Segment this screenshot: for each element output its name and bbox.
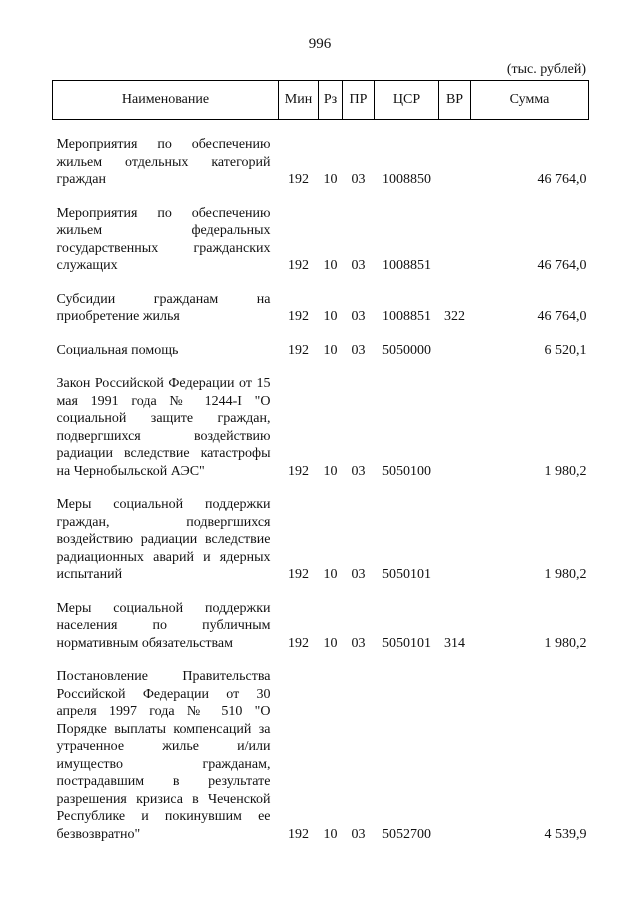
row-rz: 10 [323,567,338,582]
table-row [53,132,589,189]
row-rz: 10 [323,826,338,842]
row-csr: 1008851 [382,309,431,324]
table-row [53,492,589,584]
row-rz: 10 [323,635,338,651]
table-body [53,120,589,844]
row-pr: 03 [351,172,366,187]
row-csr: 5050101 [382,567,431,582]
row-pr: 03 [351,258,366,273]
row-pr: 03 [351,567,366,582]
row-name: Меры социальной поддержки населения по публичным нормативным обязательствам [56,600,271,651]
table-row [53,371,589,480]
row-vr [439,492,471,584]
row-min: 192 [288,309,309,324]
table-row [53,664,589,843]
row-vr [439,201,471,275]
row-pr: 03 [351,463,366,479]
row-pr: 03 [351,635,366,651]
row-sum: 46 764,0 [537,309,587,324]
header-pr: ПР [343,81,375,120]
row-vr [439,371,471,480]
header-rz: Рз [319,81,343,120]
page-number: 996 [308,36,332,52]
row-min: 192 [288,342,309,358]
header-sum: Сумма [471,81,589,120]
row-sum: 6 520,1 [544,342,587,358]
row-vr: 314 [444,635,465,651]
row-vr [439,338,471,360]
row-name: Закон Российской Федерации от 15 мая 1991 года № 1244-I "О социальной защите граждан, подвергшихся воздействию радиации вследствие катастрофы на Чернобыльской АЭС" [56,376,271,479]
row-pr: 03 [351,309,366,324]
row-rz: 10 [323,172,338,187]
row-sum: 1 980,2 [544,635,587,651]
row-name: Мероприятия по обеспечению жильем отдельных категорий граждан [56,137,271,187]
row-sum: 46 764,0 [537,172,587,187]
row-name: Меры социальной поддержки граждан, подвергшихся воздействию радиации вследствие радиационных аварий и ядерных испытаний [56,497,271,582]
row-min: 192 [288,635,309,651]
row-name: Постановление Правительства Российской Федерации от 30 апреля 1997 года № 510 "О Порядке выплаты компенсаций за утраченное жилье и/или имущество гражданам, пострадавшим в результате разрешения кризиса в Чеченской Республике и покинувшим ее безвозвратно" [56,669,271,842]
row-vr [439,664,471,843]
row-sum: 1 980,2 [544,463,587,479]
table-row [53,338,589,360]
row-pr: 03 [351,826,366,842]
row-csr: 5052700 [382,826,431,842]
row-sum: 4 539,9 [544,826,587,842]
row-rz: 10 [323,463,338,479]
row-min: 192 [288,567,309,582]
row-csr: 5050101 [382,635,431,651]
header-name: Наименование [53,81,279,120]
row-csr: 1008851 [382,258,431,273]
row-rz: 10 [323,309,338,324]
row-csr: 5050000 [382,342,431,358]
header-vr: ВР [439,81,471,120]
row-csr: 1008850 [382,172,431,187]
row-vr: 322 [444,309,465,324]
header-csr: ЦСР [375,81,439,120]
row-min: 192 [288,826,309,842]
table-row [53,201,589,275]
header-min: Мин [279,81,319,120]
row-rz: 10 [323,342,338,358]
row-name: Субсидии гражданам на приобретение жилья [56,291,271,324]
row-name: Мероприятия по обеспечению жильем федеральных государственных гражданских служащих [56,205,271,273]
table-row [53,287,589,326]
row-csr: 5050100 [382,463,431,479]
row-sum: 1 980,2 [544,567,587,582]
units-label: (тыс. рублей) [506,62,586,77]
row-name: Социальная помощь [56,342,179,358]
row-pr: 03 [351,342,366,358]
row-min: 192 [288,172,309,187]
table-header [53,81,589,120]
row-rz: 10 [323,258,338,273]
row-sum: 46 764,0 [537,258,587,273]
row-vr [439,132,471,189]
budget-table [52,80,589,843]
table-row [53,596,589,653]
row-min: 192 [288,463,309,479]
row-min: 192 [288,258,309,273]
